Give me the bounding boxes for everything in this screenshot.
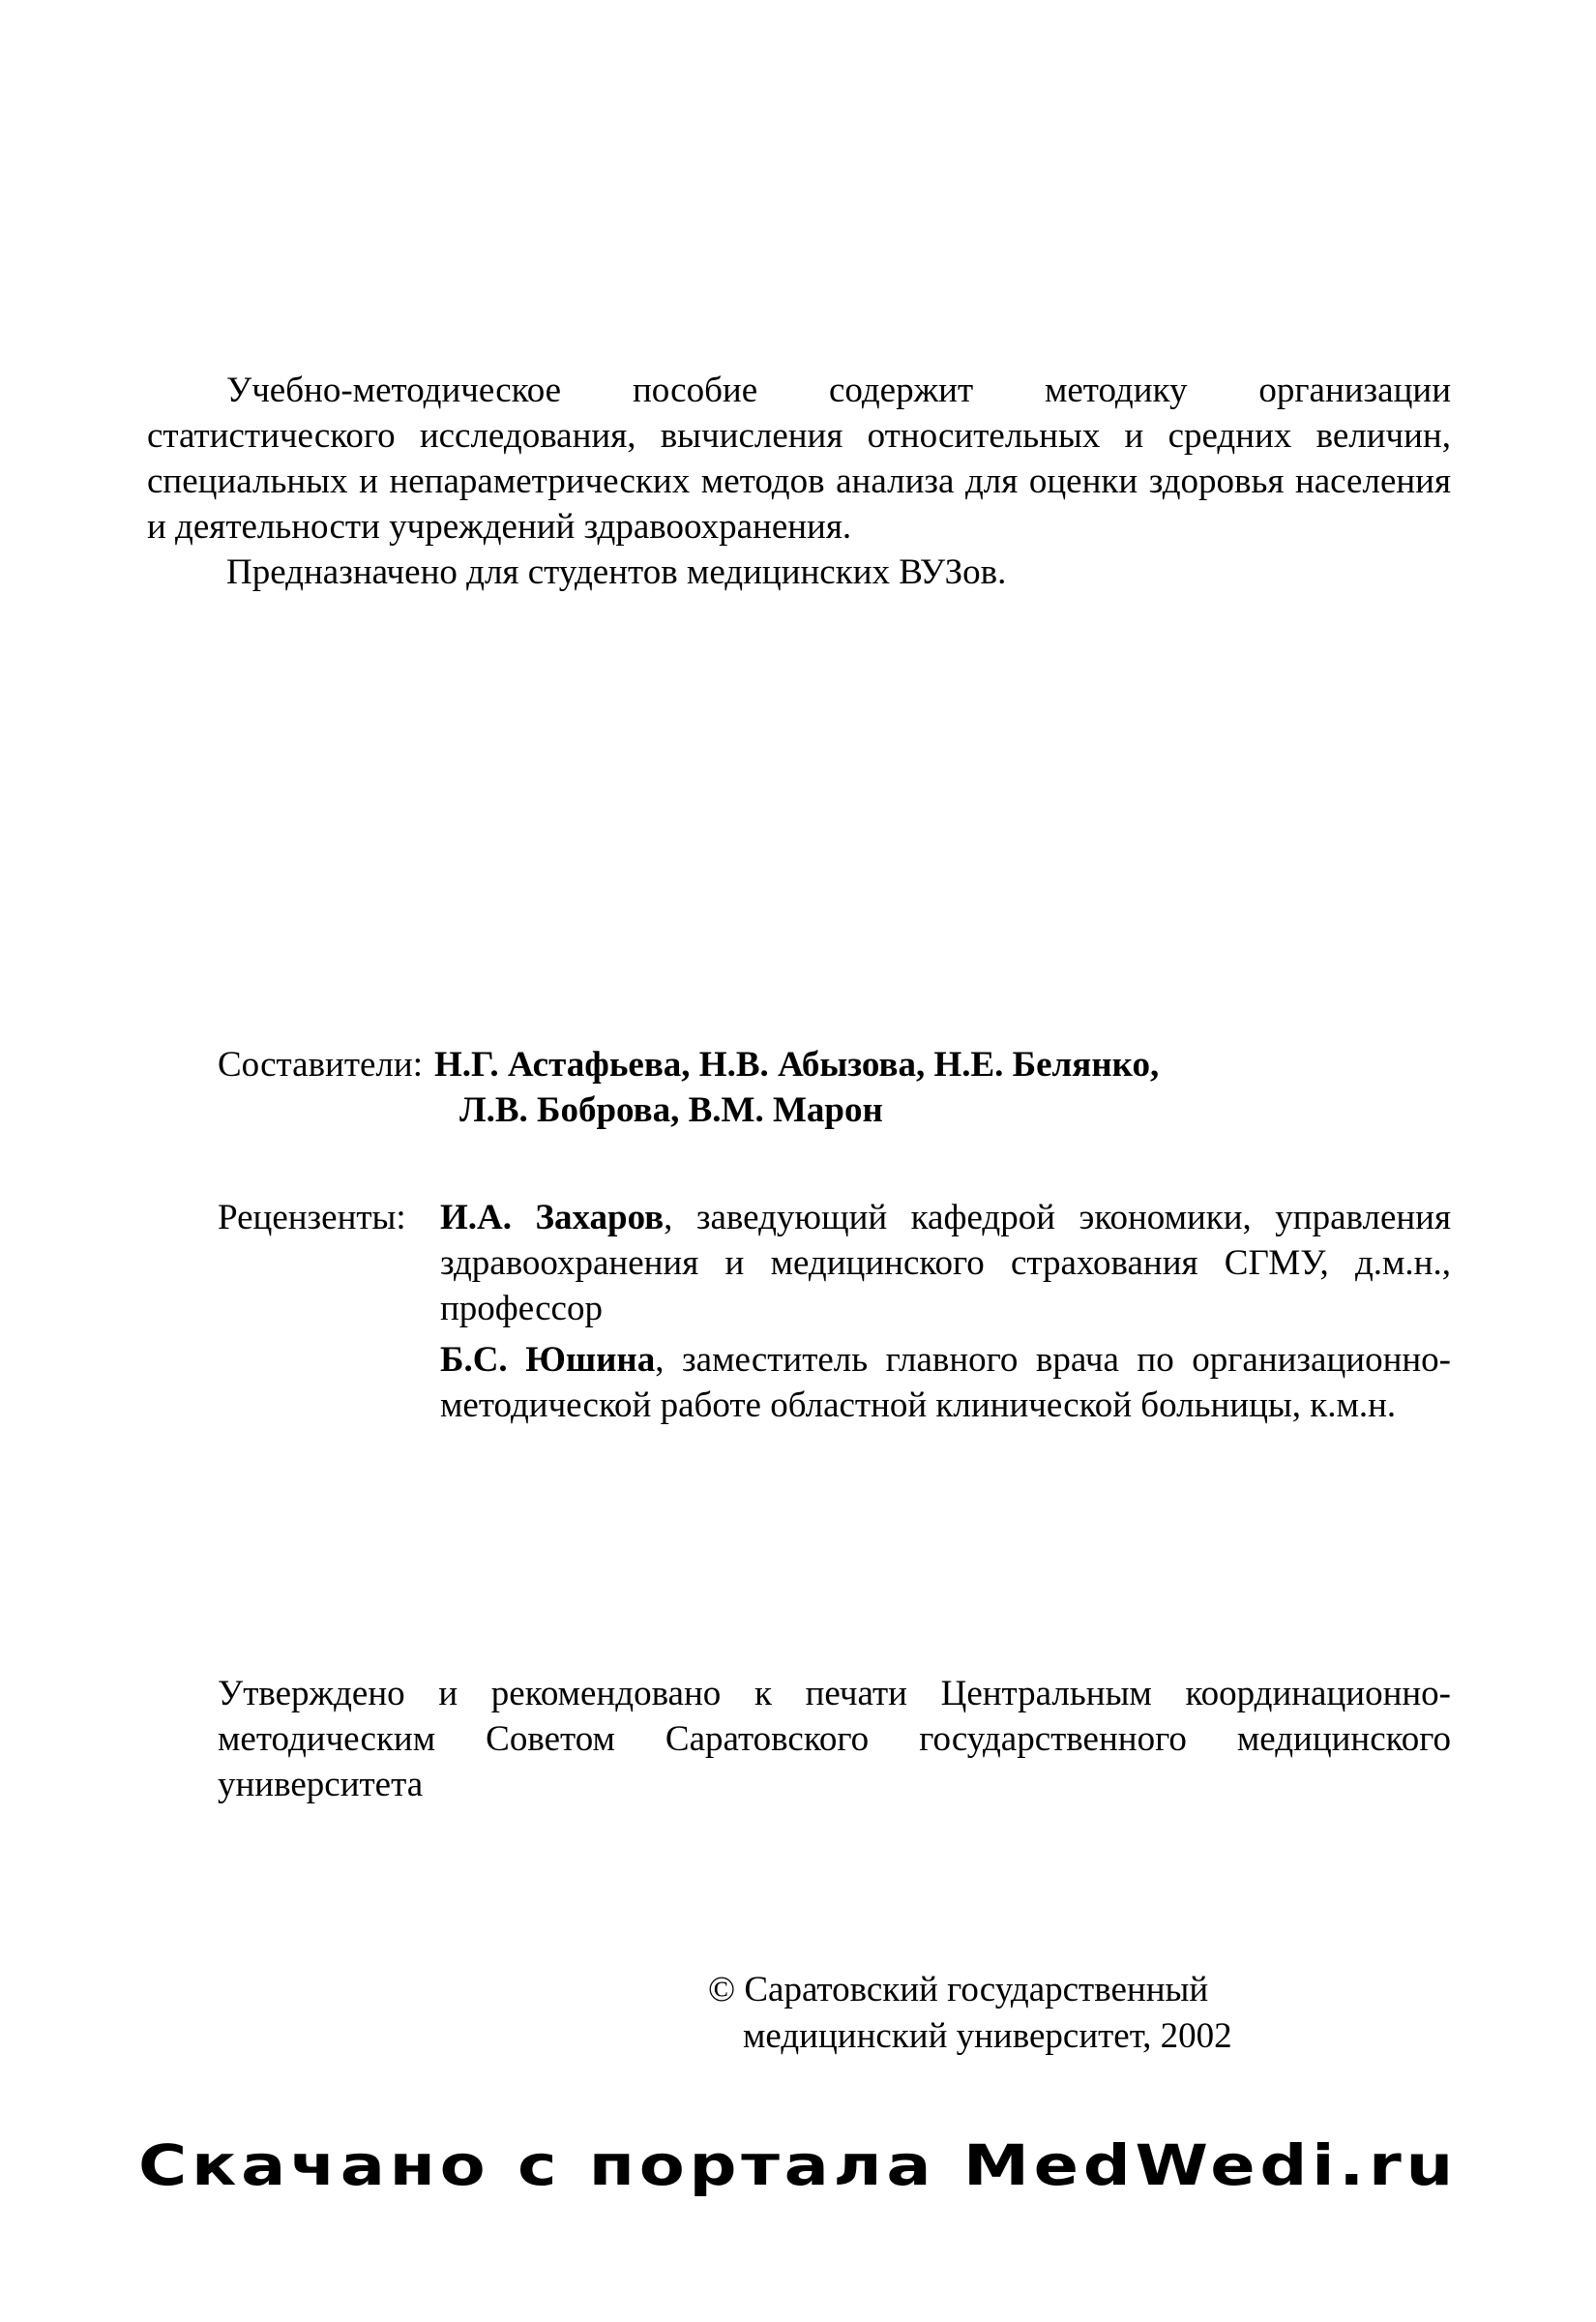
abstract-paragraph: Учебно-методическое пособие содержит методику организации статистического исследования, вычисления относительных и средних величин, специальных и непараметрических методов анализа для оценки здоровья населения и деятельности учреждений здравоохранения.: [147, 371, 1451, 547]
reviewers-list: [440, 1195, 1451, 1428]
copyright-line-1: © Саратовский государственный: [708, 1970, 1209, 2009]
compilers-section: [218, 1042, 1378, 1133]
copyright-notice: [708, 1967, 1327, 2060]
abstract-section: [147, 368, 1451, 595]
compilers-names-line-1: Н.Г. Астафьева, Н.В. Абызова, Н.Е. Белянко,: [433, 1045, 1160, 1085]
approval-statement: Утверждено и рекомендовано к печати Центральным координационно-методическим Советом Саратовского государственного медицинского университета: [218, 1674, 1451, 1804]
download-watermark: Скачано с портала MedWedi.ru: [138, 2132, 1458, 2198]
reviewer-entry: [440, 1337, 1451, 1428]
reviewers-section: [218, 1195, 1451, 1428]
reviewer-entry: [440, 1195, 1451, 1331]
audience-paragraph: Предназначено для студентов медицинских ВУЗов.: [226, 552, 1007, 592]
reviewer-name: Б.С. Юшина: [440, 1340, 656, 1380]
copyright-line-2: медицинский университет, 2002: [743, 2016, 1232, 2056]
compilers-names-line-2: Л.В. Боброва, В.М. Марон: [459, 1090, 883, 1130]
reviewers-label: Рецензенты:: [218, 1198, 406, 1237]
compilers-label: Составители:: [218, 1045, 423, 1085]
reviewer-description: , заместитель главного врача по организационно-методической работе областной клинической больницы, к.м.н.: [440, 1340, 1451, 1425]
reviewer-description: , заведующий кафедрой экономики, управления здравоохранения и медицинского страхования СГМУ, д.м.н., профессор: [440, 1198, 1451, 1328]
reviewer-name: И.А. Захаров: [440, 1198, 665, 1237]
